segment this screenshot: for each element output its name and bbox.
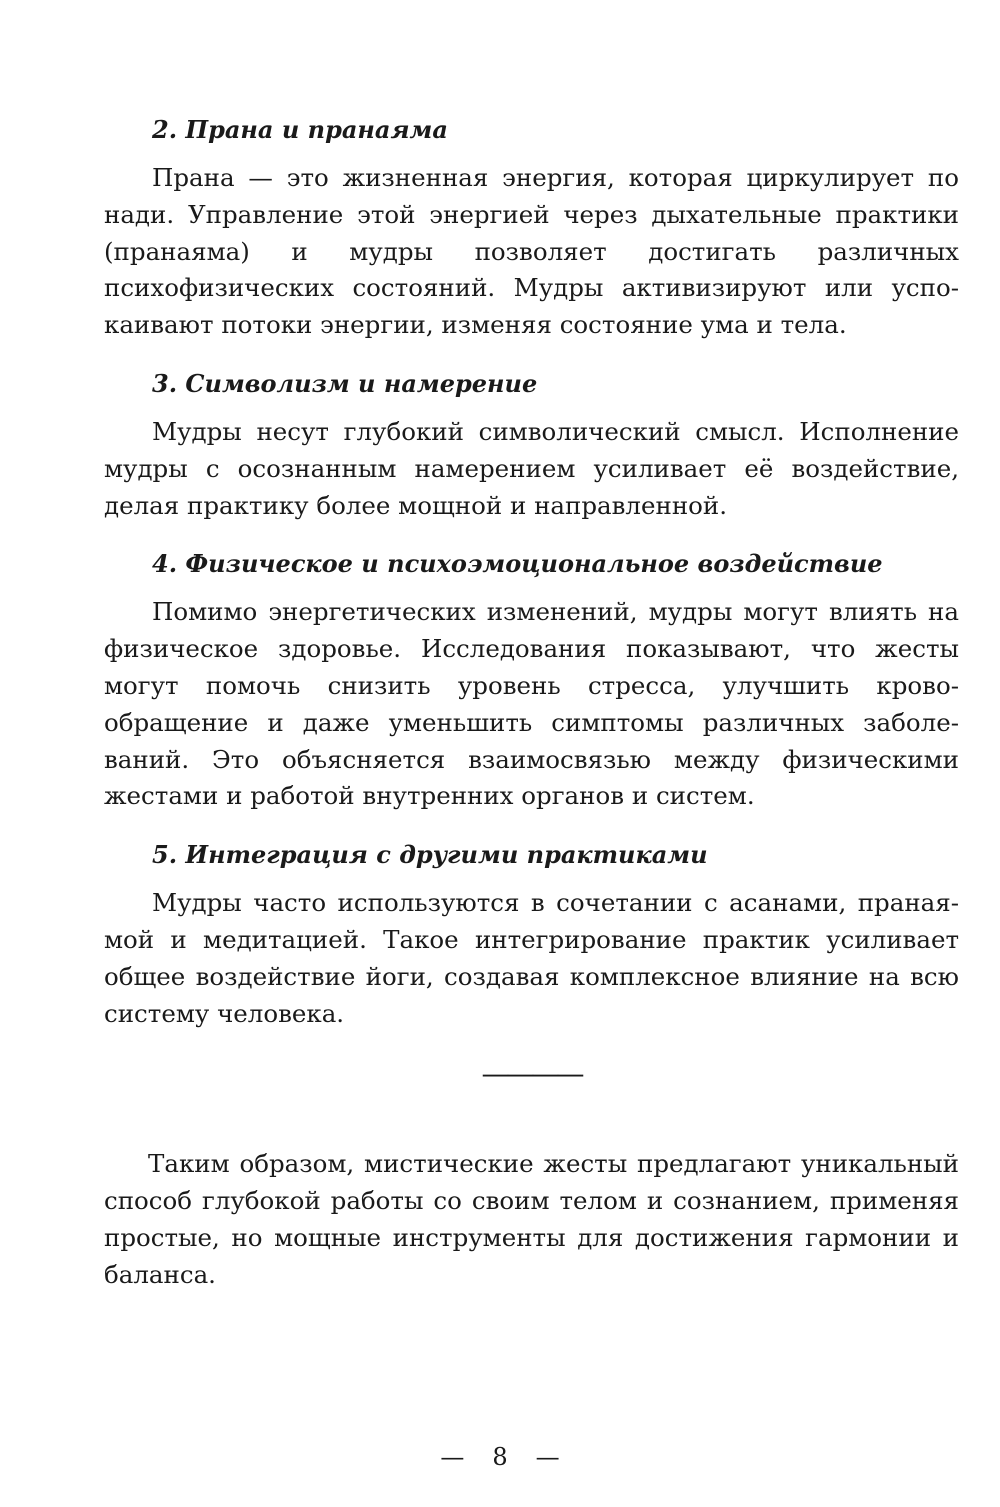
section-heading: 2. Прана и пранаяма [152, 115, 448, 144]
section-heading: 5. Интеграция с другими практиками [152, 840, 708, 870]
section-paragraph: Мудры часто используются в сочетании с асанами, пранаямой и медитацией. Такое интегрирование практик усиливает общее воздействие йоги, создавая комплексное влияние на всю систему человека. [104, 888, 959, 1028]
section-paragraph: Помимо энергетических изменений, мудры могут влиять на физическое здоровье. Исследования показывают, что жесты могут помочь снизить уровень стресса, улучшить кровообращение и даже уменьшить симптомы различных заболеваний. Это объясняется взаимосвязью между физическими жестами и работой внутренних органов и систем. [104, 597, 959, 811]
section-integration [104, 837, 959, 1032]
section-physical-effect [104, 546, 959, 815]
page-number-value: 8 [492, 1443, 508, 1471]
section-heading: 4. Физическое и психоэмоциональное воздействие [152, 549, 883, 579]
page-content [104, 112, 959, 1294]
section-paragraph: Прана — это жизненная энергия, которая циркулирует по нади. Управление этой энергией через дыхательные практики (пранаяма) и мудры позволяет достигать различных психофизических состояний. Мудры активизируют или успокаивают потоки энергии, изменяя состояние ума и тела. [104, 163, 959, 340]
page-number-dash-right: — [535, 1443, 560, 1471]
section-separator: ———— [481, 1057, 582, 1091]
page-number-dash-left: — [440, 1443, 465, 1471]
section-heading: 3. Символизм и намерение [152, 368, 538, 398]
page-number [0, 1440, 1000, 1474]
section-symbolism [104, 366, 959, 524]
section-prana [104, 112, 959, 344]
section-paragraph: Мудры несут глубокий символический смысл. Исполнение мудры с осознанным намерением усиливает её воздействие, делая практику более мощной и направленной. [104, 416, 959, 520]
conclusion-paragraph: Таким образом, мистические жесты предлагают уникальный способ глубокой работы со своим телом и сознанием, применяя простые, но мощные инструменты для достижения гармонии и баланса. [104, 1149, 959, 1289]
